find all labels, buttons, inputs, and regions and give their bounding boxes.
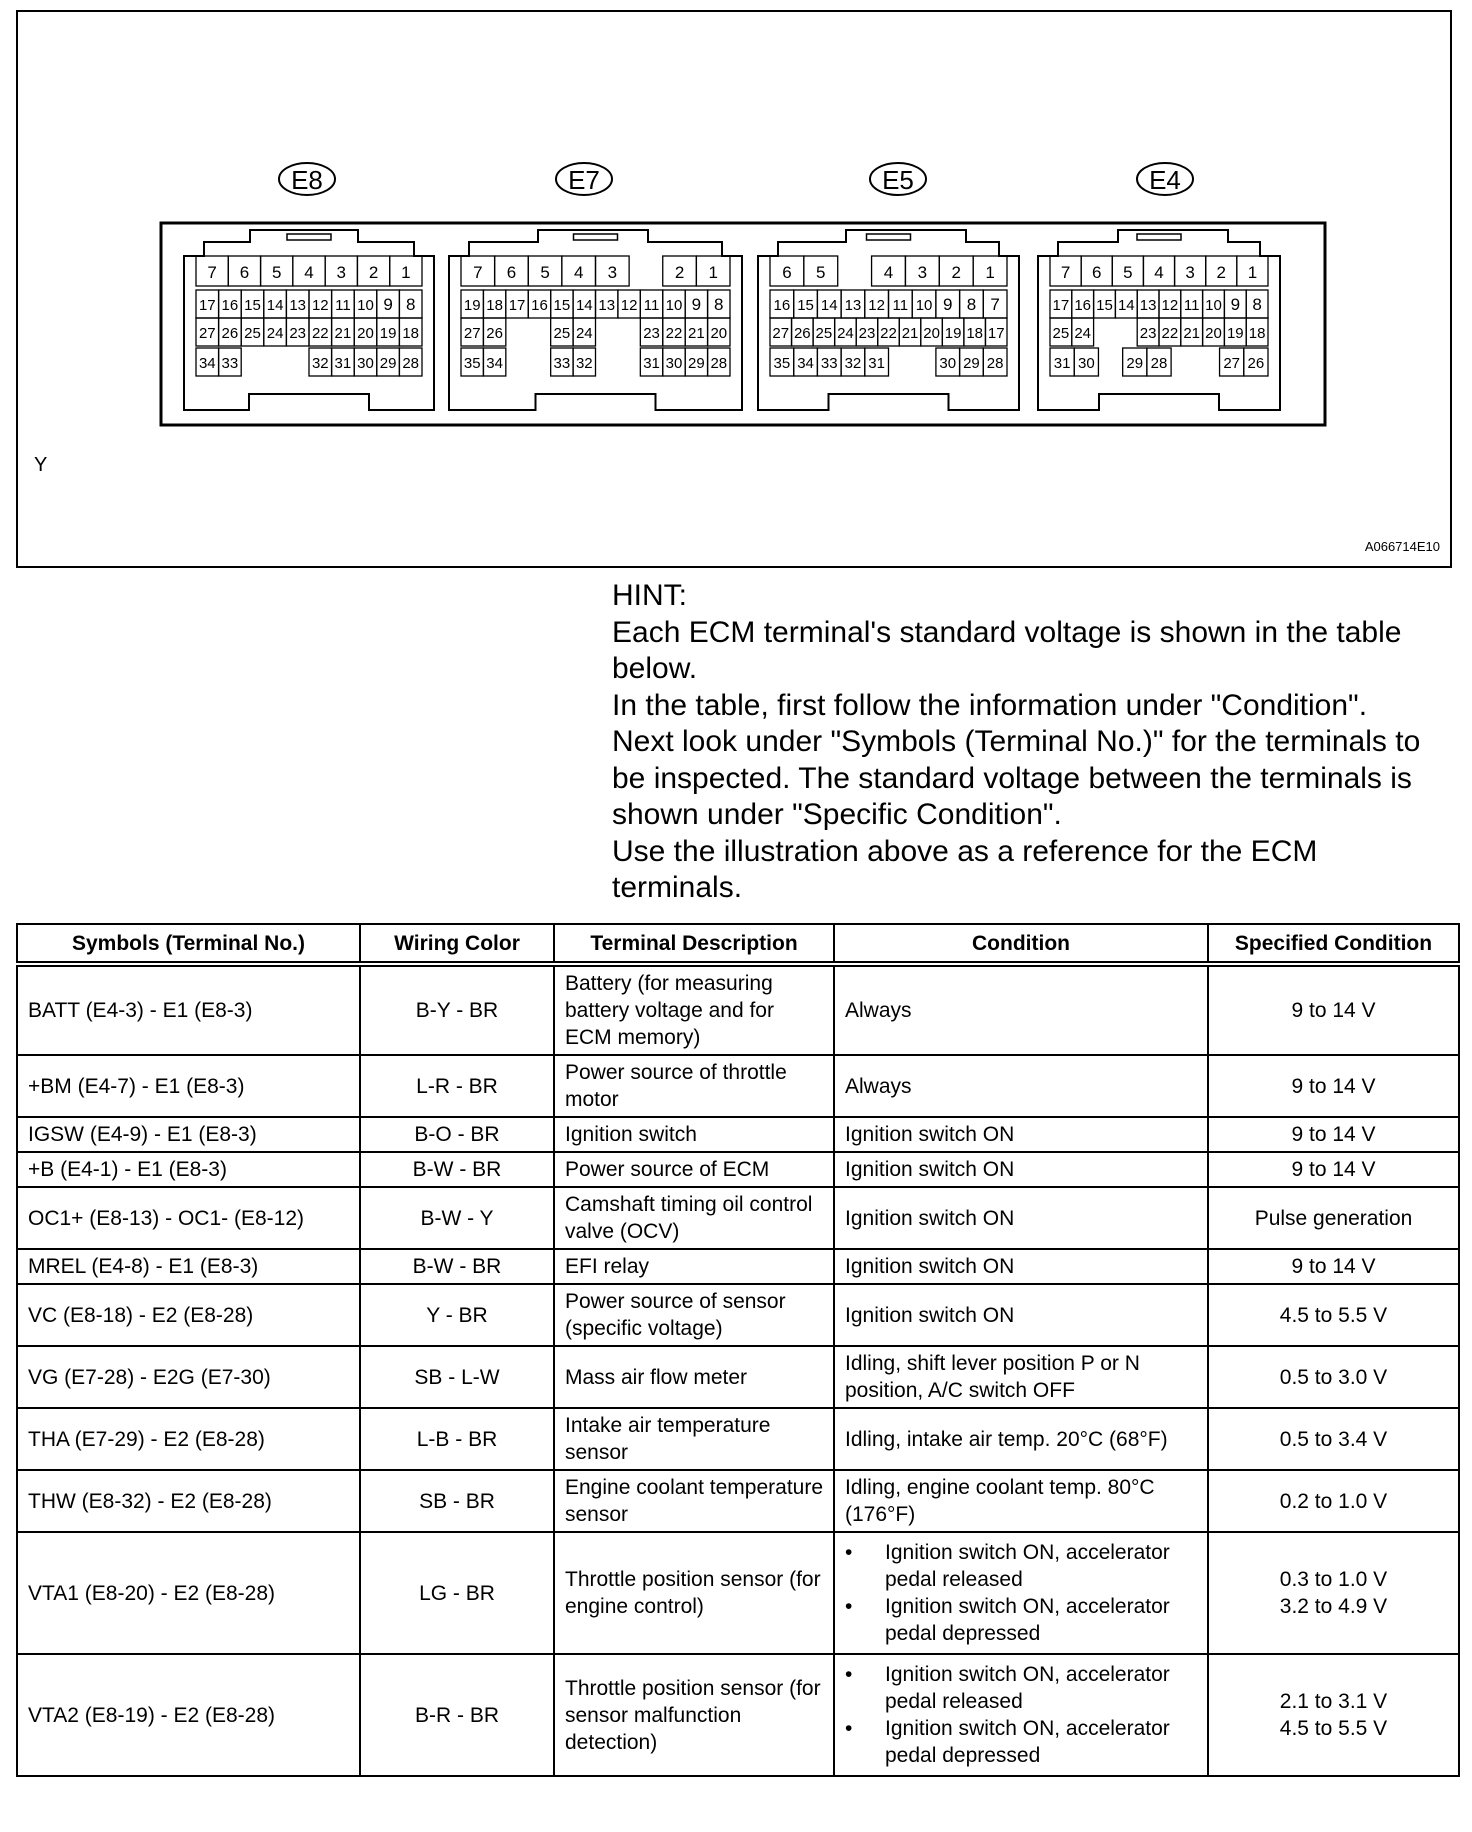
table-row — [17, 1187, 1459, 1249]
wiring-color-cell: LG - BR — [360, 1532, 554, 1654]
pin-number: 22 — [880, 325, 897, 342]
pin-number: 14 — [575, 297, 593, 314]
pin-number: 20 — [1205, 325, 1222, 342]
symbols-cell: THW (E8-32) - E2 (E8-28) — [17, 1470, 360, 1532]
pin-number: 23 — [858, 325, 876, 342]
table-row — [17, 964, 1459, 1055]
symbols-cell: OC1+ (E8-13) - OC1- (E8-12) — [17, 1187, 360, 1249]
pin-number: 10 — [357, 297, 374, 314]
description-cell: Power source of ECM — [554, 1152, 834, 1187]
pin-number: 11 — [892, 297, 909, 314]
pin-number: 22 — [311, 325, 329, 342]
condition-item: • Ignition switch ON, accelerator pedal released — [845, 1661, 1197, 1715]
terminal-voltage-table — [16, 923, 1460, 1777]
wiring-color-cell: B-W - BR — [360, 1152, 554, 1187]
pin-number: 11 — [335, 297, 351, 314]
pin-number: 19 — [944, 325, 962, 342]
specified-condition-cell: 0.2 to 1.0 V — [1208, 1470, 1459, 1532]
pin-number: 30 — [1077, 355, 1095, 372]
connector-latch — [287, 234, 331, 240]
condition-item: • Ignition switch ON, accelerator pedal depressed — [845, 1593, 1197, 1647]
specified-condition-cell: 9 to 14 V — [1208, 964, 1459, 1055]
description-cell: Camshaft timing oil control valve (OCV) — [554, 1187, 834, 1249]
pin-number: 12 — [620, 297, 638, 314]
specified-condition-cell: 4.5 to 5.5 V — [1208, 1284, 1459, 1346]
pin-number: 10 — [1205, 297, 1222, 314]
connector-e4 — [1038, 163, 1280, 410]
pin-number: 21 — [688, 325, 705, 342]
pin-number: 4 — [304, 263, 314, 282]
pin-number: 17 — [1052, 297, 1070, 314]
wiring-color-cell: B-Y - BR — [360, 964, 554, 1055]
pin-number: 8 — [714, 295, 724, 314]
wiring-color-cell: B-O - BR — [360, 1117, 554, 1152]
pin-number: 24 — [266, 325, 284, 342]
condition-cell: Always — [834, 1055, 1208, 1117]
pin-number: 18 — [1248, 325, 1266, 342]
pin-number: 24 — [837, 325, 854, 342]
condition-cell: Ignition switch ON — [834, 1152, 1208, 1187]
connector-e5 — [758, 163, 1019, 410]
pin-number: 29 — [688, 355, 705, 372]
pin-number: 6 — [1091, 263, 1102, 282]
pin-number: 16 — [221, 297, 239, 314]
pin-number: 22 — [665, 325, 683, 342]
pin-number: 20 — [923, 325, 940, 342]
pin-number: 2 — [951, 263, 961, 282]
pin-number: 24 — [575, 325, 593, 342]
table-row — [17, 1470, 1459, 1532]
symbols-cell: THA (E7-29) - E2 (E8-28) — [17, 1408, 360, 1470]
pin-number: 31 — [1053, 355, 1071, 372]
pin-number: 7 — [207, 263, 217, 282]
specified-condition-cell: 0.5 to 3.4 V — [1208, 1408, 1459, 1470]
pin-number: 35 — [773, 355, 791, 372]
figure-code: A066714E10 — [1364, 539, 1440, 554]
pin-number: 29 — [963, 355, 980, 372]
pin-number: 18 — [966, 325, 984, 342]
description-cell: Intake air temperature sensor — [554, 1408, 834, 1470]
pin-number: 27 — [1223, 355, 1241, 372]
condition-cell: Idling, intake air temp. 20°C (68°F) — [834, 1408, 1208, 1470]
wiring-color-cell: B-R - BR — [360, 1654, 554, 1776]
description-cell: Mass air flow meter — [554, 1346, 834, 1408]
condition-cell: Idling, engine coolant temp. 80°C (176°F) — [834, 1470, 1208, 1532]
pin-number: 2 — [368, 263, 379, 282]
pin-number: 34 — [198, 355, 216, 372]
description-cell: Ignition switch — [554, 1117, 834, 1152]
pin-number: 23 — [1139, 325, 1157, 342]
connector-outline — [758, 230, 1019, 410]
pin-number: 25 — [244, 325, 261, 342]
symbols-cell: IGSW (E4-9) - E1 (E8-3) — [17, 1117, 360, 1152]
symbols-cell: MREL (E4-8) - E1 (E8-3) — [17, 1249, 360, 1284]
pin-number: 23 — [643, 325, 660, 342]
pin-number: 7 — [1060, 263, 1071, 282]
pin-number: 11 — [1183, 297, 1200, 314]
specified-condition-cell — [1208, 1654, 1459, 1776]
condition-item: • Ignition switch ON, accelerator pedal depressed — [845, 1715, 1197, 1769]
pin-number: 3 — [607, 263, 618, 282]
pin-number: 32 — [844, 355, 862, 372]
pin-number: 29 — [379, 355, 397, 372]
spec-value: 2.1 to 3.1 V — [1279, 1690, 1388, 1713]
specified-condition-cell: 9 to 14 V — [1208, 1152, 1459, 1187]
pin-number: 33 — [221, 355, 239, 372]
header-terminal-description: Terminal Description — [554, 924, 834, 964]
pin-number: 33 — [820, 355, 838, 372]
wiring-color-cell: L-R - BR — [360, 1055, 554, 1117]
pin-number: 4 — [573, 263, 584, 282]
side-label: Y — [34, 454, 48, 476]
description-cell: Power source of throttle motor — [554, 1055, 834, 1117]
pin-number: 21 — [334, 325, 352, 342]
table-row — [17, 1055, 1459, 1117]
pin-number: 1 — [708, 263, 718, 282]
pin-number: 9 — [943, 295, 953, 314]
pin-number: 15 — [553, 297, 571, 314]
pin-number: 21 — [901, 325, 919, 342]
pin-number: 2 — [674, 263, 685, 282]
pin-number: 26 — [221, 325, 239, 342]
description-cell: Engine coolant temperature sensor — [554, 1470, 834, 1532]
wiring-color-cell: L-B - BR — [360, 1408, 554, 1470]
pin-number: 25 — [815, 325, 833, 342]
pin-number: 5 — [816, 263, 826, 282]
symbols-cell: +B (E4-1) - E1 (E8-3) — [17, 1152, 360, 1187]
condition-item: • Ignition switch ON, accelerator pedal released — [845, 1539, 1197, 1593]
condition-cell: Idling, shift lever position P or N position, A/C switch OFF — [834, 1346, 1208, 1408]
pin-number: 34 — [797, 355, 814, 372]
symbols-cell: VTA2 (E8-19) - E2 (E8-28) — [17, 1654, 360, 1776]
pin-number: 1 — [1247, 263, 1258, 282]
pin-number: 17 — [198, 297, 216, 314]
pin-number: 8 — [966, 295, 977, 314]
specified-condition-cell: 9 to 14 V — [1208, 1117, 1459, 1152]
connector-latch — [574, 234, 618, 240]
pin-number: 15 — [1096, 297, 1113, 314]
pin-number: 30 — [665, 355, 683, 372]
pin-number: 20 — [357, 325, 374, 342]
pin-number: 17 — [987, 325, 1005, 342]
pin-number: 29 — [1126, 355, 1144, 372]
pin-number: 8 — [405, 295, 416, 314]
pin-number: 33 — [553, 355, 571, 372]
pin-number: 1 — [401, 263, 411, 282]
table-row — [17, 1284, 1459, 1346]
pin-number: 31 — [334, 355, 352, 372]
pin-number: 8 — [1252, 295, 1262, 314]
ecm-connector-figure — [16, 10, 1452, 568]
pin-number: 16 — [531, 297, 548, 314]
condition-cell: Always — [834, 964, 1208, 1055]
table-row — [17, 1654, 1459, 1776]
description-cell: EFI relay — [554, 1249, 834, 1284]
spec-value: 4.5 to 5.5 V — [1279, 1717, 1388, 1740]
pin-number: 15 — [244, 297, 261, 314]
specified-condition-cell: Pulse generation — [1208, 1187, 1459, 1249]
pin-number: 28 — [986, 355, 1004, 372]
pin-number: 6 — [506, 263, 517, 282]
pin-number: 28 — [1150, 355, 1168, 372]
pin-number: 3 — [1185, 263, 1195, 282]
pin-number: 25 — [1052, 325, 1070, 342]
table-row — [17, 1346, 1459, 1408]
pin-number: 13 — [289, 297, 307, 314]
connector-e7 — [449, 163, 742, 410]
description-cell: Throttle position sensor (for engine control) — [554, 1532, 834, 1654]
connector-label: E5 — [882, 165, 914, 195]
hint-line: Use the illustration above as a reference for the ECM terminals. — [612, 834, 1318, 904]
pin-number: 14 — [820, 297, 838, 314]
symbols-cell: VC (E8-18) - E2 (E8-28) — [17, 1284, 360, 1346]
specified-condition-cell: 0.5 to 3.0 V — [1208, 1346, 1459, 1408]
hint-title: HINT: — [612, 579, 687, 612]
pin-number: 22 — [1161, 325, 1179, 342]
pin-number: 10 — [915, 297, 933, 314]
pin-number: 14 — [1117, 297, 1135, 314]
pin-number: 32 — [575, 355, 593, 372]
pin-number: 21 — [1183, 325, 1201, 342]
table-row — [17, 1117, 1459, 1152]
pin-number: 12 — [1161, 297, 1179, 314]
specified-condition-cell — [1208, 1532, 1459, 1654]
specified-condition-cell: 9 to 14 V — [1208, 1055, 1459, 1117]
pin-number: 19 — [379, 325, 397, 342]
condition-list — [845, 1539, 1197, 1647]
pin-number: 24 — [1074, 325, 1092, 342]
pin-number: 3 — [336, 263, 347, 282]
pin-number: 35 — [463, 355, 481, 372]
table-row — [17, 1408, 1459, 1470]
pin-number: 6 — [239, 263, 250, 282]
condition-cell — [834, 1532, 1208, 1654]
symbols-cell: +BM (E4-7) - E1 (E8-3) — [17, 1055, 360, 1117]
pin-number: 9 — [383, 295, 393, 314]
pin-number: 12 — [868, 297, 885, 314]
pin-number: 18 — [402, 325, 420, 342]
connector-diagram — [18, 12, 1450, 566]
pin-number: 23 — [289, 325, 307, 342]
pin-number: 1 — [985, 263, 995, 282]
condition-cell: Ignition switch ON — [834, 1284, 1208, 1346]
description-cell: Battery (for measuring battery voltage and for ECM memory) — [554, 964, 834, 1055]
pin-number: 13 — [1139, 297, 1157, 314]
condition-cell: Ignition switch ON — [834, 1117, 1208, 1152]
header-specified-condition: Specified Condition — [1208, 924, 1459, 964]
wiring-color-cell: SB - BR — [360, 1470, 554, 1532]
pin-number: 4 — [883, 263, 894, 282]
pin-number: 3 — [917, 263, 928, 282]
pin-number: 20 — [710, 325, 728, 342]
pin-number: 17 — [508, 297, 526, 314]
pin-number: 26 — [1247, 355, 1265, 372]
pin-number: 9 — [1230, 295, 1241, 314]
condition-cell — [834, 1654, 1208, 1776]
pin-number: 30 — [939, 355, 957, 372]
pin-number: 5 — [271, 263, 282, 282]
pin-number: 2 — [1216, 263, 1227, 282]
pin-number: 10 — [665, 297, 683, 314]
pin-number: 9 — [691, 295, 702, 314]
pin-number: 5 — [1123, 263, 1133, 282]
header-condition: Condition — [834, 924, 1208, 964]
condition-cell: Ignition switch ON — [834, 1249, 1208, 1284]
pin-number: 7 — [473, 263, 483, 282]
pin-number: 28 — [402, 355, 420, 372]
pin-number: 5 — [540, 263, 550, 282]
table-row — [17, 1249, 1459, 1284]
hint-section — [612, 578, 1452, 907]
pin-number: 26 — [793, 325, 811, 342]
pin-number: 13 — [844, 297, 862, 314]
connector-label: E8 — [291, 165, 323, 195]
spec-value: 3.2 to 4.9 V — [1279, 1595, 1388, 1618]
pin-number: 27 — [463, 325, 481, 342]
table-row — [17, 1532, 1459, 1654]
header-wiring-color: Wiring Color — [360, 924, 554, 964]
wiring-color-cell: B-W - Y — [360, 1187, 554, 1249]
connector-label: E7 — [568, 165, 600, 195]
condition-cell: Ignition switch ON — [834, 1187, 1208, 1249]
pin-number: 27 — [772, 325, 790, 342]
connector-label: E4 — [1149, 165, 1181, 195]
pin-number: 26 — [486, 325, 503, 342]
pin-number: 6 — [782, 263, 792, 282]
pin-number: 19 — [463, 297, 481, 314]
pin-number: 12 — [311, 297, 329, 314]
pin-number: 19 — [1226, 325, 1244, 342]
description-cell: Throttle position sensor (for sensor malfunction detection) — [554, 1654, 834, 1776]
pin-number: 4 — [1154, 263, 1164, 282]
wiring-color-cell: B-W - BR — [360, 1249, 554, 1284]
symbols-cell: VG (E7-28) - E2G (E7-30) — [17, 1346, 360, 1408]
connector-latch — [1137, 234, 1181, 240]
header-symbols: Symbols (Terminal No.) — [17, 924, 360, 964]
table-row — [17, 1152, 1459, 1187]
spec-value: 0.3 to 1.0 V — [1279, 1568, 1388, 1591]
symbols-cell: BATT (E4-3) - E1 (E8-3) — [17, 964, 360, 1055]
pin-number: 32 — [311, 355, 329, 372]
pin-number: 28 — [710, 355, 728, 372]
hint-line: Next look under "Symbols (Terminal No.)" for the terminals to be inspected. The standard voltage between the terminals is shown under "Specific Condition". — [612, 725, 1421, 831]
pin-number: 7 — [990, 295, 1000, 314]
pin-number: 25 — [553, 325, 571, 342]
condition-list — [845, 1661, 1197, 1769]
pin-number: 31 — [868, 355, 885, 372]
symbols-cell: VTA1 (E8-20) - E2 (E8-28) — [17, 1532, 360, 1654]
pin-number: 18 — [486, 297, 503, 314]
pin-number: 34 — [486, 355, 503, 372]
pin-number: 11 — [643, 297, 660, 314]
pin-number: 16 — [1074, 297, 1092, 314]
description-cell: Power source of sensor (specific voltage) — [554, 1284, 834, 1346]
table-header-row — [17, 924, 1459, 964]
hint-line: Each ECM terminal's standard voltage is shown in the table below. — [612, 615, 1402, 685]
pin-number: 13 — [598, 297, 616, 314]
connector-latch — [867, 234, 911, 240]
connector-e8 — [184, 163, 434, 410]
pin-number: 16 — [773, 297, 791, 314]
wiring-color-cell: Y - BR — [360, 1284, 554, 1346]
specified-condition-cell: 9 to 14 V — [1208, 1249, 1459, 1284]
wiring-color-cell: SB - L-W — [360, 1346, 554, 1408]
pin-number: 30 — [357, 355, 374, 372]
pin-number: 27 — [198, 325, 216, 342]
pin-number: 31 — [643, 355, 660, 372]
pin-number: 15 — [797, 297, 814, 314]
pin-number: 14 — [266, 297, 284, 314]
hint-line: In the table, first follow the information under "Condition". — [612, 688, 1368, 722]
